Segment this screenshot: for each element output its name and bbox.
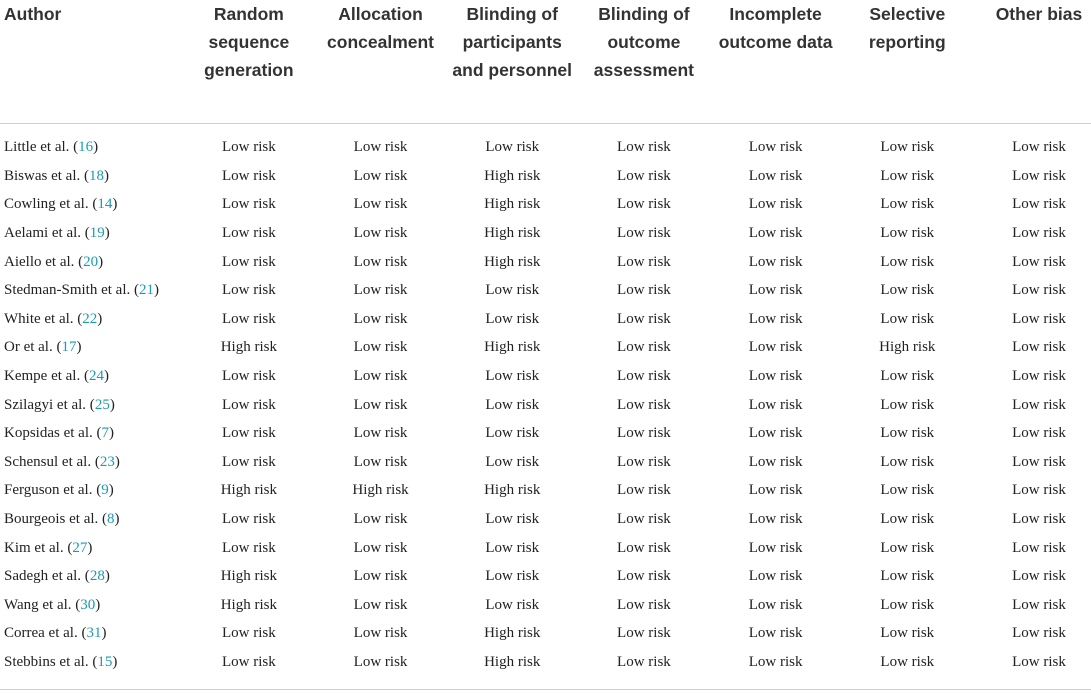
risk-cell: Low risk (880, 511, 935, 528)
risk-cell: Low risk (748, 453, 803, 470)
reference-link[interactable]: 23 (99, 453, 115, 470)
author-name: Correa et al. ( (4, 625, 87, 642)
risk-cell: Low risk (748, 425, 803, 442)
header-random-sequence-generation: Random sequence generation (183, 0, 315, 123)
risk-cell: Low risk (617, 196, 671, 213)
risk-cell: Low risk (748, 596, 803, 613)
author-close-paren: ) (114, 511, 120, 528)
risk-cell: Low risk (880, 568, 935, 585)
author-cell (0, 448, 183, 477)
risk-cell: Low risk (1012, 596, 1066, 613)
table-body (0, 123, 1091, 677)
risk-cell: Low risk (221, 253, 276, 270)
risk-cell: Low risk (748, 568, 803, 585)
table-row (0, 123, 1091, 162)
author-name: Biswas et al. ( (4, 167, 89, 184)
author-name: Little et al. ( (4, 139, 79, 156)
author-close-paren: ) (76, 339, 82, 356)
author-close-paren: ) (108, 482, 114, 499)
author-close-paren: ) (95, 596, 101, 613)
table-row (0, 248, 1091, 277)
author-cell (0, 505, 183, 534)
author-cell (0, 620, 183, 649)
reference-link[interactable]: 16 (78, 139, 94, 156)
risk-cell: High risk (352, 482, 409, 499)
author-name: Wang et al. ( (4, 596, 81, 613)
risk-cell: Low risk (880, 368, 935, 385)
author-name: Szilagyi et al. ( (4, 396, 95, 413)
table-row (0, 276, 1091, 305)
header-blinding-participants: Blinding of participants and personnel (446, 0, 578, 123)
reference-link[interactable]: 30 (80, 596, 96, 613)
risk-cell: Low risk (221, 310, 276, 327)
risk-cell: Low risk (748, 482, 803, 499)
risk-cell: Low risk (880, 167, 935, 184)
table-row (0, 334, 1091, 363)
risk-cell: Low risk (880, 196, 935, 213)
author-close-paren: ) (112, 653, 118, 670)
author-name: Aiello et al. ( (4, 253, 84, 270)
risk-cell: Low risk (748, 310, 803, 327)
risk-cell: Low risk (221, 396, 276, 413)
reference-link[interactable]: 22 (82, 310, 98, 327)
author-close-paren: ) (97, 310, 103, 327)
risk-cell: Low risk (485, 396, 540, 413)
risk-cell: Low risk (353, 396, 408, 413)
risk-cell: Low risk (617, 453, 671, 470)
risk-cell: Low risk (1012, 167, 1066, 184)
risk-cell: Low risk (1012, 453, 1066, 470)
risk-cell: High risk (484, 196, 541, 213)
reference-link[interactable]: 19 (89, 225, 105, 242)
risk-cell: Low risk (353, 511, 408, 528)
reference-link[interactable]: 21 (138, 282, 154, 299)
risk-cell: Low risk (485, 453, 540, 470)
risk-cell: Low risk (1012, 253, 1066, 270)
reference-link[interactable]: 18 (88, 167, 104, 184)
author-close-paren: ) (98, 253, 104, 270)
author-close-paren: ) (87, 539, 93, 556)
risk-cell: Low risk (485, 310, 540, 327)
risk-cell: Low risk (353, 539, 408, 556)
risk-cell: Low risk (748, 225, 803, 242)
author-close-paren: ) (104, 568, 110, 585)
risk-cell: Low risk (1012, 339, 1066, 356)
risk-cell: Low risk (1012, 196, 1066, 213)
author-close-paren: ) (109, 396, 115, 413)
risk-cell: Low risk (221, 453, 276, 470)
author-cell (0, 477, 183, 506)
risk-cell: Low risk (221, 282, 276, 299)
table-row (0, 419, 1091, 448)
risk-cell: Low risk (617, 339, 671, 356)
risk-cell: Low risk (617, 482, 671, 499)
risk-cell: Low risk (617, 396, 671, 413)
risk-cell: Low risk (353, 196, 408, 213)
risk-cell: Low risk (617, 368, 671, 385)
table-header (0, 0, 1091, 123)
risk-cell: Low risk (748, 368, 803, 385)
header-author: Author (0, 0, 183, 123)
risk-cell: High risk (220, 482, 277, 499)
risk-cell: Low risk (880, 596, 935, 613)
author-cell (0, 591, 183, 620)
risk-cell: Low risk (485, 511, 540, 528)
risk-cell: Low risk (880, 453, 935, 470)
author-cell (0, 276, 183, 305)
header-blinding-outcome: Blinding of outcome assessment (578, 0, 710, 123)
risk-cell: Low risk (485, 139, 540, 156)
risk-cell: Low risk (880, 139, 935, 156)
author-close-paren: ) (93, 139, 99, 156)
risk-cell: Low risk (880, 225, 935, 242)
risk-cell: Low risk (1012, 310, 1066, 327)
risk-cell: Low risk (617, 596, 671, 613)
author-cell (0, 534, 183, 563)
table-row (0, 534, 1091, 563)
table-row (0, 305, 1091, 334)
risk-cell: Low risk (617, 653, 671, 670)
risk-cell: High risk (484, 653, 541, 670)
risk-cell: Low risk (221, 167, 276, 184)
risk-cell: Low risk (748, 539, 803, 556)
author-close-paren: ) (104, 225, 110, 242)
author-name: Aelami et al. ( (4, 225, 90, 242)
header-incomplete-outcome: Incomplete outcome data (710, 0, 842, 123)
author-cell (0, 248, 183, 277)
reference-link[interactable]: 24 (88, 368, 104, 385)
risk-cell: Low risk (221, 368, 276, 385)
reference-link[interactable]: 17 (61, 339, 77, 356)
risk-cell: Low risk (880, 425, 935, 442)
reference-link[interactable]: 8 (107, 511, 115, 528)
risk-cell: Low risk (748, 339, 803, 356)
author-name: Kim et al. ( (4, 539, 73, 556)
header-row (0, 0, 1091, 123)
reference-link[interactable]: 20 (83, 253, 99, 270)
risk-cell: Low risk (221, 539, 276, 556)
risk-cell: Low risk (485, 596, 540, 613)
risk-cell: Low risk (617, 139, 671, 156)
author-name: Stebbins et al. ( (4, 653, 98, 670)
risk-cell: Low risk (485, 568, 540, 585)
risk-cell: Low risk (353, 596, 408, 613)
reference-link[interactable]: 28 (89, 568, 105, 585)
author-cell (0, 391, 183, 420)
risk-cell: Low risk (1012, 396, 1066, 413)
author-cell (0, 362, 183, 391)
risk-cell: High risk (220, 568, 277, 585)
risk-cell: Low risk (221, 625, 276, 642)
table-row (0, 477, 1091, 506)
risk-cell: Low risk (353, 453, 408, 470)
risk-cell: Low risk (221, 139, 276, 156)
author-name: Kempe et al. ( (4, 368, 89, 385)
author-cell (0, 219, 183, 248)
table-row (0, 562, 1091, 591)
risk-cell: Low risk (353, 225, 408, 242)
risk-cell: Low risk (617, 167, 671, 184)
table-row (0, 191, 1091, 220)
author-close-paren: ) (153, 282, 159, 299)
risk-cell: Low risk (1012, 425, 1066, 442)
risk-cell: Low risk (1012, 482, 1066, 499)
reference-link[interactable]: 25 (94, 396, 110, 413)
risk-cell: Low risk (485, 368, 540, 385)
author-name: Kopsidas et al. ( (4, 425, 102, 442)
reference-link[interactable]: 15 (97, 653, 113, 670)
header-other-bias: Other bias (973, 0, 1091, 123)
risk-cell: Low risk (353, 368, 408, 385)
risk-cell: Low risk (748, 396, 803, 413)
author-close-paren: ) (114, 453, 120, 470)
table-row (0, 591, 1091, 620)
risk-cell: Low risk (1012, 539, 1066, 556)
risk-cell: Low risk (353, 425, 408, 442)
author-cell (0, 123, 183, 162)
risk-cell: High risk (484, 625, 541, 642)
author-name: Or et al. ( (4, 339, 62, 356)
author-cell (0, 162, 183, 191)
author-name: Cowling et al. ( (4, 196, 98, 213)
risk-cell: Low risk (748, 653, 803, 670)
author-close-paren: ) (103, 167, 109, 184)
risk-cell: Low risk (353, 653, 408, 670)
risk-cell: Low risk (1012, 368, 1066, 385)
risk-cell: Low risk (880, 653, 935, 670)
author-name: Sadegh et al. ( (4, 568, 90, 585)
risk-cell: High risk (484, 253, 541, 270)
table-row (0, 448, 1091, 477)
risk-cell: Low risk (748, 167, 803, 184)
risk-cell: Low risk (748, 625, 803, 642)
risk-cell: Low risk (1012, 139, 1066, 156)
author-cell (0, 334, 183, 363)
risk-cell: Low risk (880, 625, 935, 642)
risk-cell: Low risk (617, 282, 671, 299)
risk-cell: Low risk (1012, 568, 1066, 585)
risk-cell: Low risk (880, 253, 935, 270)
risk-cell: Low risk (748, 253, 803, 270)
risk-cell: High risk (879, 339, 936, 356)
risk-cell: Low risk (353, 282, 408, 299)
header-allocation-concealment: Allocation concealment (315, 0, 447, 123)
risk-cell: High risk (484, 167, 541, 184)
table-row (0, 505, 1091, 534)
risk-cell: Low risk (880, 282, 935, 299)
risk-cell: Low risk (1012, 282, 1066, 299)
risk-cell: Low risk (880, 310, 935, 327)
author-cell (0, 419, 183, 448)
risk-cell: Low risk (221, 196, 276, 213)
bottom-divider (0, 689, 1091, 690)
author-name: White et al. ( (4, 310, 83, 327)
reference-link[interactable]: 27 (72, 539, 88, 556)
reference-link[interactable]: 7 (101, 425, 109, 442)
risk-cell: Low risk (880, 482, 935, 499)
author-close-paren: ) (101, 625, 107, 642)
risk-cell: Low risk (748, 139, 803, 156)
author-cell (0, 648, 183, 677)
risk-cell: Low risk (1012, 653, 1066, 670)
risk-cell: Low risk (617, 511, 671, 528)
risk-cell: Low risk (353, 139, 408, 156)
risk-cell: Low risk (221, 425, 276, 442)
risk-cell: Low risk (1012, 225, 1066, 242)
risk-cell: Low risk (748, 511, 803, 528)
risk-cell: High risk (220, 339, 277, 356)
reference-link[interactable]: 9 (101, 482, 109, 499)
author-name: Schensul et al. ( (4, 453, 100, 470)
risk-cell: Low risk (485, 425, 540, 442)
risk-cell: Low risk (748, 196, 803, 213)
table-row (0, 162, 1091, 191)
risk-cell: Low risk (617, 539, 671, 556)
author-close-paren: ) (103, 368, 109, 385)
risk-cell: Low risk (617, 568, 671, 585)
risk-cell: Low risk (1012, 625, 1066, 642)
author-name: Bourgeois et al. ( (4, 511, 108, 528)
risk-cell: Low risk (880, 539, 935, 556)
risk-cell: High risk (220, 596, 277, 613)
author-close-paren: ) (112, 196, 118, 213)
risk-cell: Low risk (617, 425, 671, 442)
risk-cell: Low risk (617, 310, 671, 327)
risk-cell: Low risk (485, 539, 540, 556)
risk-cell: High risk (484, 482, 541, 499)
risk-cell: Low risk (617, 625, 671, 642)
risk-cell: Low risk (221, 653, 276, 670)
risk-cell: Low risk (1012, 511, 1066, 528)
risk-cell: Low risk (617, 225, 671, 242)
author-cell (0, 305, 183, 334)
header-selective-reporting: Selective reporting (841, 0, 973, 123)
risk-cell: Low risk (221, 225, 276, 242)
reference-link[interactable]: 14 (97, 196, 113, 213)
author-cell (0, 562, 183, 591)
risk-cell: Low risk (353, 167, 408, 184)
table-row (0, 391, 1091, 420)
author-close-paren: ) (108, 425, 114, 442)
risk-cell: Low risk (221, 511, 276, 528)
risk-cell: High risk (484, 225, 541, 242)
risk-cell: High risk (484, 339, 541, 356)
table-row (0, 620, 1091, 649)
risk-cell: Low risk (880, 396, 935, 413)
author-name: Ferguson et al. ( (4, 482, 102, 499)
risk-cell: Low risk (617, 253, 671, 270)
author-cell (0, 191, 183, 220)
risk-cell: Low risk (353, 568, 408, 585)
risk-cell: Low risk (353, 253, 408, 270)
risk-cell: Low risk (353, 310, 408, 327)
risk-cell: Low risk (353, 625, 408, 642)
author-name: Stedman-Smith et al. ( (4, 282, 139, 299)
table-row (0, 648, 1091, 677)
table-row (0, 219, 1091, 248)
risk-cell: Low risk (485, 282, 540, 299)
risk-cell: Low risk (353, 339, 408, 356)
risk-cell: Low risk (748, 282, 803, 299)
table-row (0, 362, 1091, 391)
reference-link[interactable]: 31 (86, 625, 102, 642)
